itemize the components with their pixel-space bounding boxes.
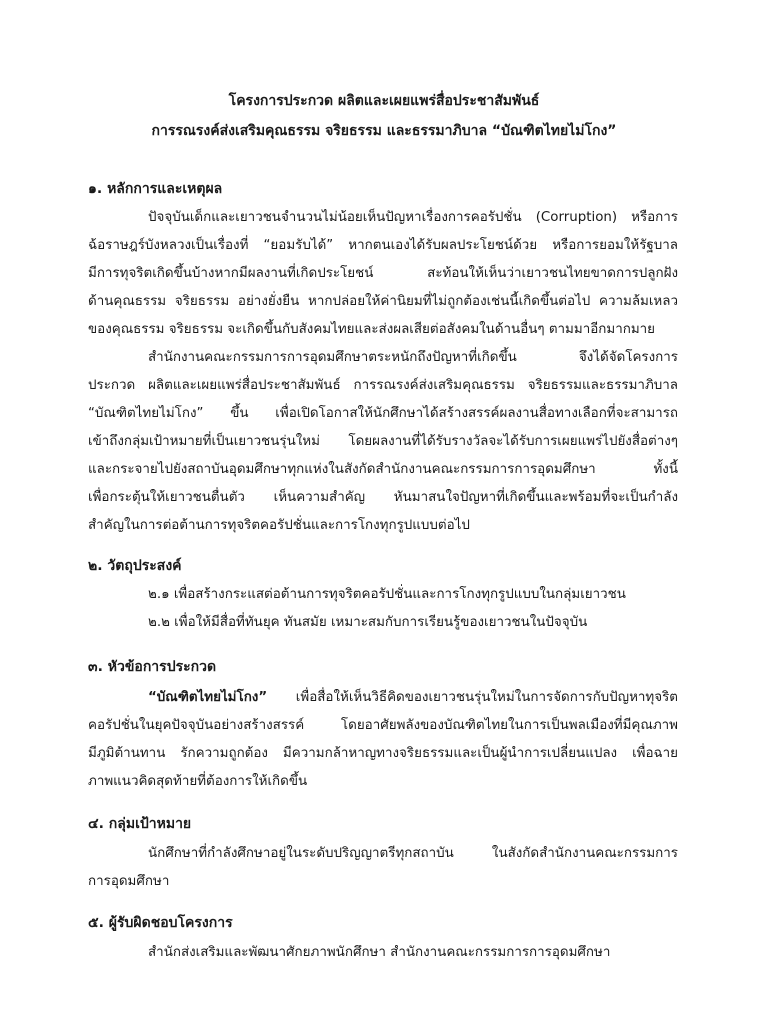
section-3-line: คอรัปชั่นในยุคปัจจุบันอย่างสร้างสรรค์ โดยอาศัยพลังของบัณฑิตไทยในการเป็นพลเมืองที่มีคุณภาพ — [88, 718, 678, 733]
section-1-line: “บัณฑิตไทยไม่โกง” ขึ้น เพื่อเปิดโอกาสให้นักศึกษาได้สร้างสรรค์ผลงานสื่อทางเลือกที่จะสามารถ — [88, 406, 678, 421]
section-5-line: สำนักส่งเสริมและพัฒนาศักยภาพนักศึกษา สำนักงานคณะกรรมการการอุดมศึกษา — [148, 945, 611, 960]
section-1-line: สำนักงานคณะกรรมการการอุดมศึกษาตระหนักถึงปัญหาที่เกิดขึ้น จึงได้จัดโครงการ — [148, 350, 678, 365]
section-1-line: เข้าถึงกลุ่มเป้าหมายที่เป็นเยาวชนรุ่นใหม่ โดยผลงานที่ได้รับรางวัลจะได้รับการเผยแพร่ไปยังสื่อต่างๆ — [88, 434, 678, 449]
section-1-heading: ๑. หลักการและเหตุผล — [88, 181, 223, 197]
section-1-line: สำคัญในการต่อต้านการทุจริตคอรัปชั่นและการโกงทุกรูปแบบต่อไป — [88, 518, 470, 533]
section-1-line: ประกวด ผลิตและเผยแพร่สื่อประชาสัมพันธ์ การรณรงค์ส่งเสริมคุณธรรม จริยธรรมและธรรมาภิบาล — [88, 378, 678, 393]
section-4-line: นักศึกษาที่กำลังศึกษาอยู่ในระดับปริญญาตรีทุกสถาบัน ในสังกัดสำนักงานคณะกรรมการ — [148, 846, 678, 861]
document-title-line-2: การรณรงค์ส่งเสริมคุณธรรม จริยธรรม และธรรมาภิบาล “บัณฑิตไทยไม่โกง” — [151, 123, 617, 139]
section-3-line — [148, 686, 678, 707]
section-1-line: ด้านคุณธรรม จริยธรรม อย่างยั่งยืน หากปล่อยให้ค่านิยมที่ไม่ถูกต้องเช่นนี้เกิดขึ้นต่อไป ความล้มเหลว — [88, 294, 678, 309]
section-4-heading: ๔. กลุ่มเป้าหมาย — [88, 816, 192, 832]
objective-item: ๒.๑ เพื่อสร้างกระแสต่อต้านการทุจริตคอรัปชั่นและการโกงทุกรูปแบบในกลุ่มเยาวชน — [148, 587, 626, 602]
section-1-line: เพื่อกระตุ้นให้เยาวชนตื่นตัว เห็นความสำคัญ หันมาสนใจปัญหาที่เกิดขึ้นและพร้อมที่จะเป็นกำลัง — [88, 490, 678, 505]
section-3-first-line-rest: เพื่อสื่อให้เห็นวิธีคิดของเยาวชนรุ่นใหม่ในการจัดการกับปัญหาทุจริต — [267, 690, 678, 705]
section-1-line: และกระจายไปยังสถาบันอุดมศึกษาทุกแห่งในสังกัดสำนักงานคณะกรรมการการอุดมศึกษา ทั้งนี้ — [88, 462, 678, 477]
section-3-line: ภาพแนวคิดสุดท้ายที่ต้องการให้เกิดขึ้น — [88, 774, 308, 789]
contest-topic: “บัณฑิตไทยไม่โกง” — [148, 690, 268, 705]
section-1-line: ปัจจุบันเด็กและเยาวชนจำนวนไม่น้อยเห็นปัญหาเรื่องการคอรัปชั่น (Corruption) หรือการ — [148, 210, 678, 225]
section-3-heading: ๓. หัวข้อการประกวด — [88, 659, 217, 675]
document-title-line-1: โครงการประกวด ผลิตและเผยแพร่สื่อประชาสัมพันธ์ — [228, 93, 540, 109]
section-5-heading: ๕. ผู้รับผิดชอบโครงการ — [88, 915, 233, 931]
section-3-line: มีภูมิต้านทาน รักความถูกต้อง มีความกล้าหาญทางจริยธรรมและเป็นผู้นำการเปลี่ยนแปลง เพื่อฉาย — [88, 746, 678, 761]
section-4-line: การอุดมศึกษา — [88, 874, 170, 889]
section-2-heading: ๒. วัตถุประสงค์ — [88, 558, 182, 574]
section-1-line: ฉ้อราษฎร์บังหลวงเป็นเรื่องที่ “ยอมรับได้” หากตนเองได้รับผลประโยชน์ด้วย หรือการยอมให้รัฐบาล — [88, 238, 678, 253]
section-1-line: มีการทุจริตเกิดขึ้นบ้างหากมีผลงานที่เกิดประโยชน์ สะท้อนให้เห็นว่าเยาวชนไทยขาดการปลูกฝัง — [88, 266, 678, 281]
objective-item: ๒.๒ เพื่อให้มีสื่อที่ทันยุค ทันสมัย เหมาะสมกับการเรียนรู้ของเยาวชนในปัจจุบัน — [148, 615, 588, 630]
section-1-line: ของคุณธรรม จริยธรรม จะเกิดขึ้นกับสังคมไทยและส่งผลเสียต่อสังคมในด้านอื่นๆ ตามมาอีกมากมาย — [88, 322, 656, 337]
